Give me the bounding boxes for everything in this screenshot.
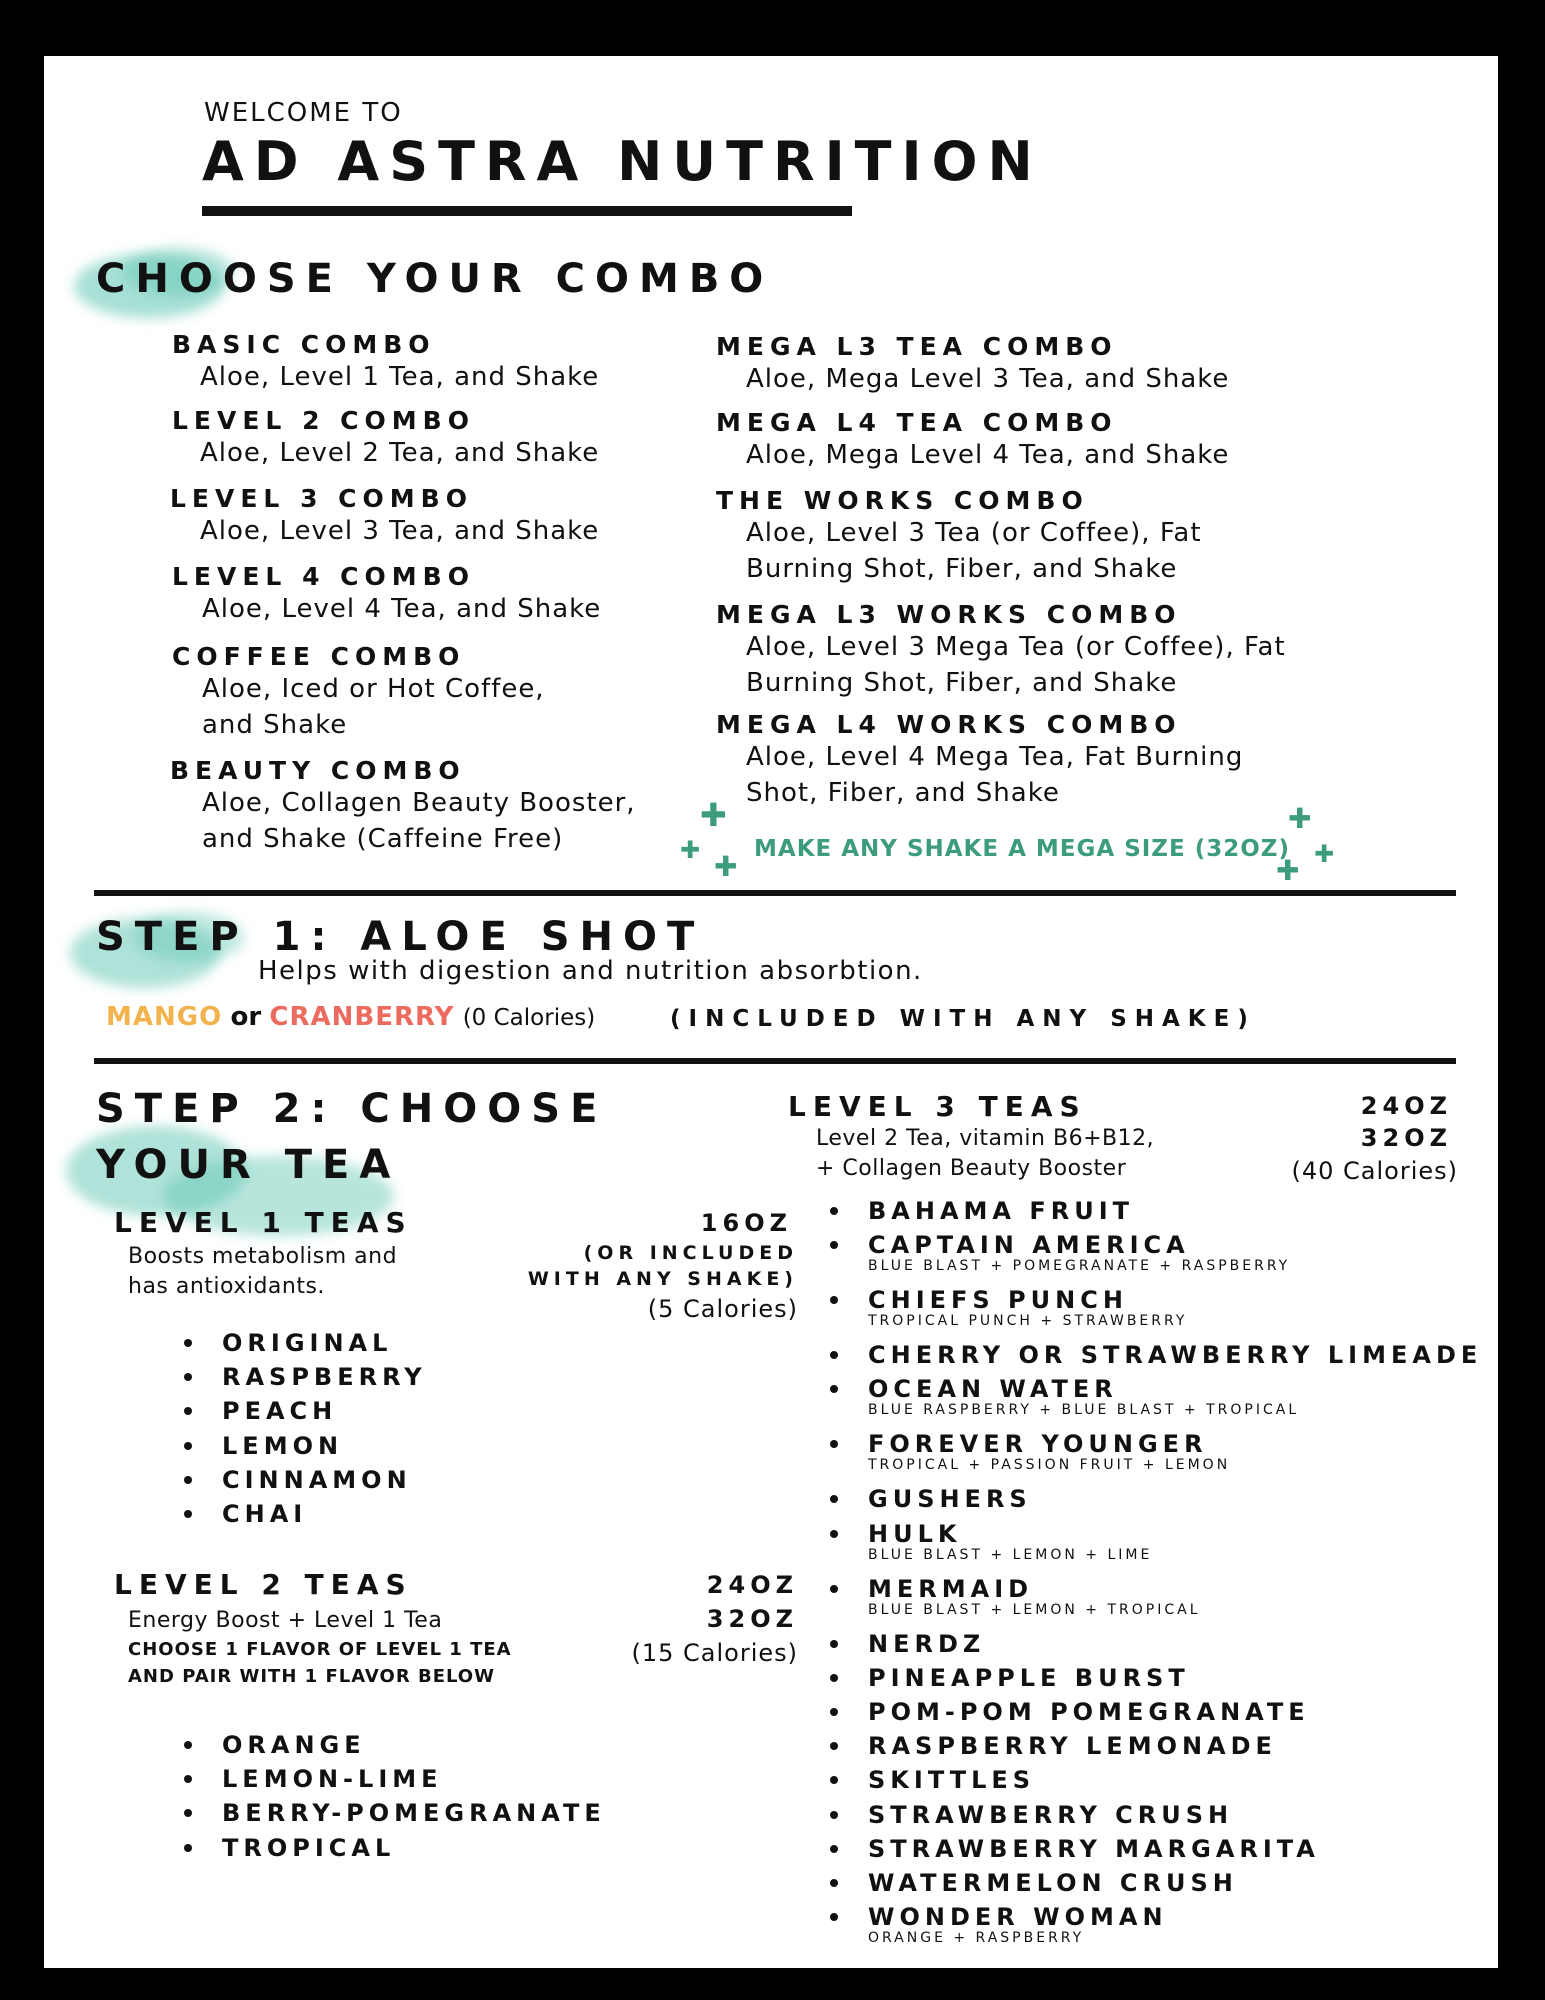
level2-calories: (15 Calories): [631, 1639, 798, 1667]
combo-item: [172, 562, 601, 627]
combo-name: LEVEL 2 COMBO: [172, 406, 475, 435]
sparkle-icon: ✚: [1288, 802, 1312, 835]
level3-desc-line: Level 2 Tea, vitamin B6+B12,: [816, 1126, 1155, 1151]
cranberry-label: CRANBERRY: [269, 1002, 455, 1032]
level1-desc-line: has antioxidants.: [128, 1274, 325, 1299]
level1-desc-line: Boosts metabolism and: [128, 1244, 398, 1269]
combo-desc: Burning Shot, Fiber, and Shake: [746, 554, 1178, 584]
level3-calories: (40 Calories): [1291, 1157, 1458, 1185]
flavor-mix: BLUE RASPBERRY + BLUE BLAST + TROPICAL: [868, 1402, 1300, 1419]
level2-title: LEVEL 2 TEAS: [114, 1568, 413, 1601]
combo-desc: Aloe, Collagen Beauty Booster,: [202, 788, 636, 818]
combo-desc: Aloe, Mega Level 4 Tea, and Shake: [746, 440, 1230, 470]
list-item: TROPICAL: [184, 1831, 606, 1865]
combo-name: BEAUTY COMBO: [170, 756, 466, 785]
list-item: CHAI: [184, 1497, 427, 1531]
combo-item: [172, 642, 545, 743]
combo-name: LEVEL 4 COMBO: [172, 562, 475, 591]
list-item: STRAWBERRY MARGARITA: [830, 1832, 1482, 1866]
list-item: HULK BLUE BLAST + LEMON + LIME: [830, 1517, 1482, 1572]
sparkle-icon: ✚: [714, 850, 738, 883]
list-item: POM-POM POMEGRANATE: [830, 1695, 1482, 1729]
level1-title: LEVEL 1 TEAS: [114, 1206, 413, 1239]
list-item: STRAWBERRY CRUSH: [830, 1798, 1482, 1832]
aloe-calories: (0 Calories): [462, 1005, 596, 1031]
combo-desc: Shot, Fiber, and Shake: [746, 778, 1060, 808]
combo-item: [716, 486, 1202, 587]
combo-desc: Aloe, Level 3 Mega Tea (or Coffee), Fat: [746, 632, 1286, 662]
combo-item: [716, 408, 1229, 473]
list-item: WATERMELON CRUSH: [830, 1866, 1482, 1900]
list-item: RASPBERRY: [184, 1360, 427, 1394]
list-item: CHIEFS PUNCH TROPICAL PUNCH + STRAWBERRY: [830, 1283, 1482, 1338]
mega-size-note: MAKE ANY SHAKE A MEGA SIZE (32OZ): [754, 836, 1290, 862]
level1-flavor-list: [184, 1326, 427, 1531]
combo-name: BASIC COMBO: [172, 330, 436, 359]
combo-name: COFFEE COMBO: [172, 642, 466, 671]
menu-page: [44, 56, 1498, 1968]
list-item: SKITTLES: [830, 1763, 1482, 1797]
list-item: OCEAN WATER BLUE RASPBERRY + BLUE BLAST + TROPICAL: [830, 1372, 1482, 1427]
combo-name: MEGA L4 TEA COMBO: [716, 408, 1118, 437]
sparkle-icon: ✚: [680, 836, 701, 864]
combo-item: [716, 600, 1286, 701]
list-item: NERDZ: [830, 1627, 1482, 1661]
title-underline: [202, 206, 852, 216]
flavor-mix: BLUE BLAST + POMEGRANATE + RASPBERRY: [868, 1258, 1291, 1275]
combo-item: [716, 332, 1229, 397]
level2-note: CHOOSE 1 FLAVOR OF LEVEL 1 TEA: [128, 1639, 512, 1660]
combo-item: [172, 406, 599, 471]
list-item: PINEAPPLE BURST: [830, 1661, 1482, 1695]
aloe-options: [106, 1002, 595, 1032]
combo-desc: Aloe, Level 4 Tea, and Shake: [202, 594, 602, 624]
divider: [94, 890, 1456, 896]
combo-desc: Aloe, Level 1 Tea, and Shake: [200, 362, 600, 392]
level2-desc: [128, 1606, 512, 1690]
combo-heading: CHOOSE YOUR COMBO: [96, 256, 774, 302]
combo-item: [170, 756, 636, 857]
flavor-mix: BLUE BLAST + LEMON + LIME: [868, 1546, 1153, 1563]
combo-desc: Aloe, Level 2 Tea, and Shake: [200, 438, 600, 468]
divider: [94, 1058, 1456, 1064]
level1-oz: 16OZ: [700, 1209, 792, 1237]
step1-title: STEP 1: ALOE SHOT: [96, 914, 705, 960]
mango-label: MANGO: [106, 1002, 223, 1032]
combo-desc: and Shake: [202, 710, 348, 740]
list-item: BAHAMA FRUIT: [830, 1194, 1482, 1228]
combo-desc: Aloe, Level 4 Mega Tea, Fat Burning: [746, 742, 1244, 772]
list-item: PEACH: [184, 1394, 427, 1428]
combo-name: MEGA L3 TEA COMBO: [716, 332, 1118, 361]
level1-included: (OR INCLUDED: [583, 1242, 798, 1264]
level1-size: [528, 1206, 798, 1326]
level2-oz: 24OZ: [706, 1571, 798, 1599]
combo-desc: and Shake (Caffeine Free): [202, 824, 564, 854]
combo-name: MEGA L3 WORKS COMBO: [716, 600, 1182, 629]
level1-included: WITH ANY SHAKE): [527, 1268, 798, 1290]
level2-size: [631, 1568, 798, 1670]
or-label: or: [230, 1002, 262, 1032]
combo-desc: Burning Shot, Fiber, and Shake: [746, 668, 1178, 698]
level2-oz: 32OZ: [706, 1605, 798, 1633]
list-item: CHERRY OR STRAWBERRY LIMEADE: [830, 1338, 1482, 1372]
level3-oz: 32OZ: [1360, 1124, 1452, 1152]
flavor-mix: TROPICAL PUNCH + STRAWBERRY: [868, 1313, 1188, 1330]
combo-desc: Aloe, Level 3 Tea (or Coffee), Fat: [746, 518, 1202, 548]
list-item: CINNAMON: [184, 1463, 427, 1497]
combo-name: THE WORKS COMBO: [716, 486, 1089, 515]
sparkle-icon: ✚: [700, 796, 727, 834]
level3-size: [1291, 1090, 1458, 1188]
combo-desc: Aloe, Level 3 Tea, and Shake: [200, 516, 600, 546]
combo-item: [170, 484, 599, 549]
list-item: ORIGINAL: [184, 1326, 427, 1360]
welcome-text: WELCOME TO: [204, 98, 403, 128]
level3-oz: 24OZ: [1360, 1092, 1452, 1120]
level3-title: LEVEL 3 TEAS: [788, 1090, 1087, 1123]
list-item: RASPBERRY LEMONADE: [830, 1729, 1482, 1763]
sparkle-icon: ✚: [1314, 840, 1335, 868]
list-item: FOREVER YOUNGER TROPICAL + PASSION FRUIT + LEMON: [830, 1427, 1482, 1482]
step2-title-line1: STEP 2: CHOOSE: [96, 1086, 608, 1132]
level2-note: AND PAIR WITH 1 FLAVOR BELOW: [128, 1666, 495, 1687]
list-item: CAPTAIN AMERICA BLUE BLAST + POMEGRANATE + RASPBERRY: [830, 1228, 1482, 1283]
flavor-mix: ORANGE + RASPBERRY: [868, 1930, 1085, 1947]
level1-desc: [128, 1242, 397, 1302]
level3-desc-line: + Collagen Beauty Booster: [816, 1156, 1127, 1181]
level3-desc: [816, 1124, 1154, 1184]
combo-name: LEVEL 3 COMBO: [170, 484, 473, 513]
page-title: AD ASTRA NUTRITION: [202, 130, 1043, 193]
combo-item: [716, 710, 1243, 811]
list-item: GUSHERS: [830, 1482, 1482, 1516]
list-item: MERMAID BLUE BLAST + LEMON + TROPICAL: [830, 1572, 1482, 1627]
included-note: (INCLUDED WITH ANY SHAKE): [670, 1006, 1256, 1032]
flavor-mix: BLUE BLAST + LEMON + TROPICAL: [868, 1601, 1201, 1618]
combo-item: [172, 330, 599, 395]
level2-desc-line: Energy Boost + Level 1 Tea: [128, 1608, 443, 1633]
list-item: WONDER WOMAN ORANGE + RASPBERRY: [830, 1900, 1482, 1955]
list-item: ORANGE: [184, 1728, 606, 1762]
combo-desc: Aloe, Iced or Hot Coffee,: [202, 674, 545, 704]
step2-title-line2: YOUR TEA: [96, 1142, 401, 1188]
step1-desc: Helps with digestion and nutrition absorbtion.: [258, 956, 923, 986]
flavor-mix: TROPICAL + PASSION FRUIT + LEMON: [868, 1457, 1231, 1474]
list-item: LEMON: [184, 1429, 427, 1463]
list-item: LEMON-LIME: [184, 1762, 606, 1796]
level3-flavor-list: [830, 1194, 1482, 1955]
combo-name: MEGA L4 WORKS COMBO: [716, 710, 1182, 739]
combo-desc: Aloe, Mega Level 3 Tea, and Shake: [746, 364, 1230, 394]
list-item: BERRY-POMEGRANATE: [184, 1796, 606, 1830]
level2-flavor-list: [184, 1728, 606, 1865]
sparkle-icon: ✚: [1276, 854, 1300, 887]
level1-calories: (5 Calories): [647, 1295, 798, 1323]
